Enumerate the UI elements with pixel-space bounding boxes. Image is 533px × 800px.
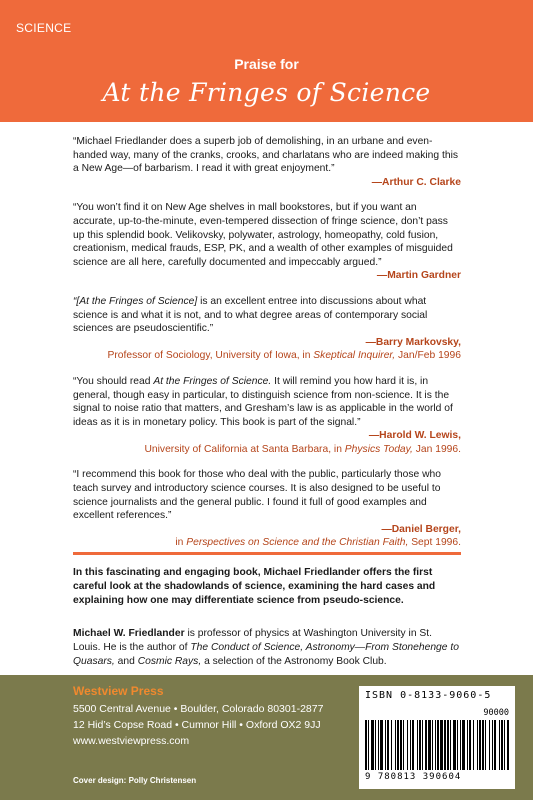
praise-quotes [73, 135, 461, 562]
quote-source [73, 536, 461, 550]
praise-for-heading: Praise for [234, 56, 299, 72]
section-divider [73, 552, 461, 555]
source-affiliation: in [175, 537, 187, 549]
book-title: At the Fringes of Science [102, 78, 431, 107]
quote-text [73, 295, 461, 336]
quote-gardner [73, 201, 461, 283]
publisher-address-us: 5500 Central Avenue • Boulder, Colorado 80301-2877 [73, 703, 324, 715]
quote-text: “I recommend this book for those who deal with the public, particularly those who teach survey and introductory science courses. It is also designed to be useful to science journalists and the general public. I found it full of good examples and excellent references.” [73, 469, 442, 522]
source-publication: Perspectives on Science and the Christian Faith, [186, 537, 409, 549]
quote-author: —Daniel Berger, [381, 523, 461, 535]
quote-text: “You won’t find it on New Age shelves in mall bookstores, but if you want an accurate, up-to-the-minute, even-tempered dissection of fringe science, don’t pass up this splendid book. Velikovsky, polywater, astrology, homeopathy, cold fusion, creationism, medical frauds, ESP, PK, and a wealth of other examples of misguided science are all here, carefully documented and impeccably argued.” [73, 202, 453, 268]
quote-text: “Michael Friedlander does a superb job of demolishing, in an urbane and even-handed way, many of the cranks, crooks, and charlatans who are indeed making this a New Age—of barbarism. I read it with great enjoyment.” [73, 136, 459, 175]
quote-text [73, 375, 461, 429]
bio-text: a selection of the Astronomy Book Club. [201, 656, 387, 667]
barcode-image [365, 720, 509, 770]
source-publication: Physics Today, [344, 443, 413, 455]
bio-text: and [114, 656, 138, 667]
source-affiliation: University of California at Santa Barbara, in [144, 443, 345, 455]
quote-berger [73, 468, 461, 550]
source-date: Jan 1996. [412, 443, 461, 455]
quote-source [73, 349, 461, 363]
quote-author: —Harold W. Lewis, [368, 430, 461, 442]
bio-book-title: The Conduct of Science, Astronomy—From Stonehenge to Quasars, [73, 642, 459, 667]
source-affiliation: Professor of Sociology, University of Iowa, in [107, 350, 314, 362]
quote-body: is an excellent entree into discussions about what science is and what it is not, and to what degree areas of contemporary social sciences are pseudoscientific.” [73, 295, 428, 335]
source-publication: Skeptical Inquirer, [313, 350, 396, 362]
genre-label: SCIENCE [16, 21, 72, 35]
quote-source [73, 443, 461, 457]
source-date: Jan/Feb 1996 [395, 350, 461, 362]
quote-markovsky [73, 295, 461, 363]
ean-number: 9 780813 390604 [365, 772, 462, 782]
quote-prefix: “You should read [73, 375, 154, 387]
bio-book-title: Cosmic Rays, [137, 656, 202, 667]
author-bio [73, 627, 461, 669]
quote-body: It will remind you how hard it is, in general, though easy in particular, to distinguish science from non-science. It is the signal to noise ratio that matters, and Gresham’s law is as applicable in the world of ideas as it is in monetary policy. This book is part of the signal.” [73, 375, 453, 428]
publisher-address-uk: 12 Hid’s Copse Road • Cumnor Hill • Oxford OX2 9JJ [73, 719, 321, 731]
barcode-panel [359, 686, 515, 789]
quote-author: —Arthur C. Clarke [371, 176, 461, 188]
author-name: Michael W. Friedlander [73, 628, 185, 639]
quote-lewis [73, 375, 461, 457]
quote-italic-title: At the Fringes of Science. [153, 375, 272, 387]
isbn-number: ISBN 0-8133-9060-5 [365, 690, 492, 701]
cover-design-credit: Cover design: Polly Christensen [73, 776, 197, 785]
quote-author: —Martin Gardner [376, 270, 461, 282]
quote-author: —Barry Markovsky, [365, 336, 461, 348]
bio-text: is professor of physics at Washington University in St. Louis. He is the author of [73, 628, 432, 653]
publisher-name: Westview Press [73, 684, 164, 698]
book-blurb: In this fascinating and engaging book, Michael Friedlander offers the first careful look at the shadowlands of science, examining the hard cases and explaining how one may differentiate science from pseudo-science. [73, 567, 436, 606]
quote-italic-title: “[At the Fringes of Science] [73, 295, 198, 307]
publisher-website: www.westviewpress.com [73, 735, 190, 747]
price-code: 90000 [483, 708, 509, 718]
quote-clarke [73, 135, 461, 189]
source-date: Sept 1996. [408, 537, 461, 549]
